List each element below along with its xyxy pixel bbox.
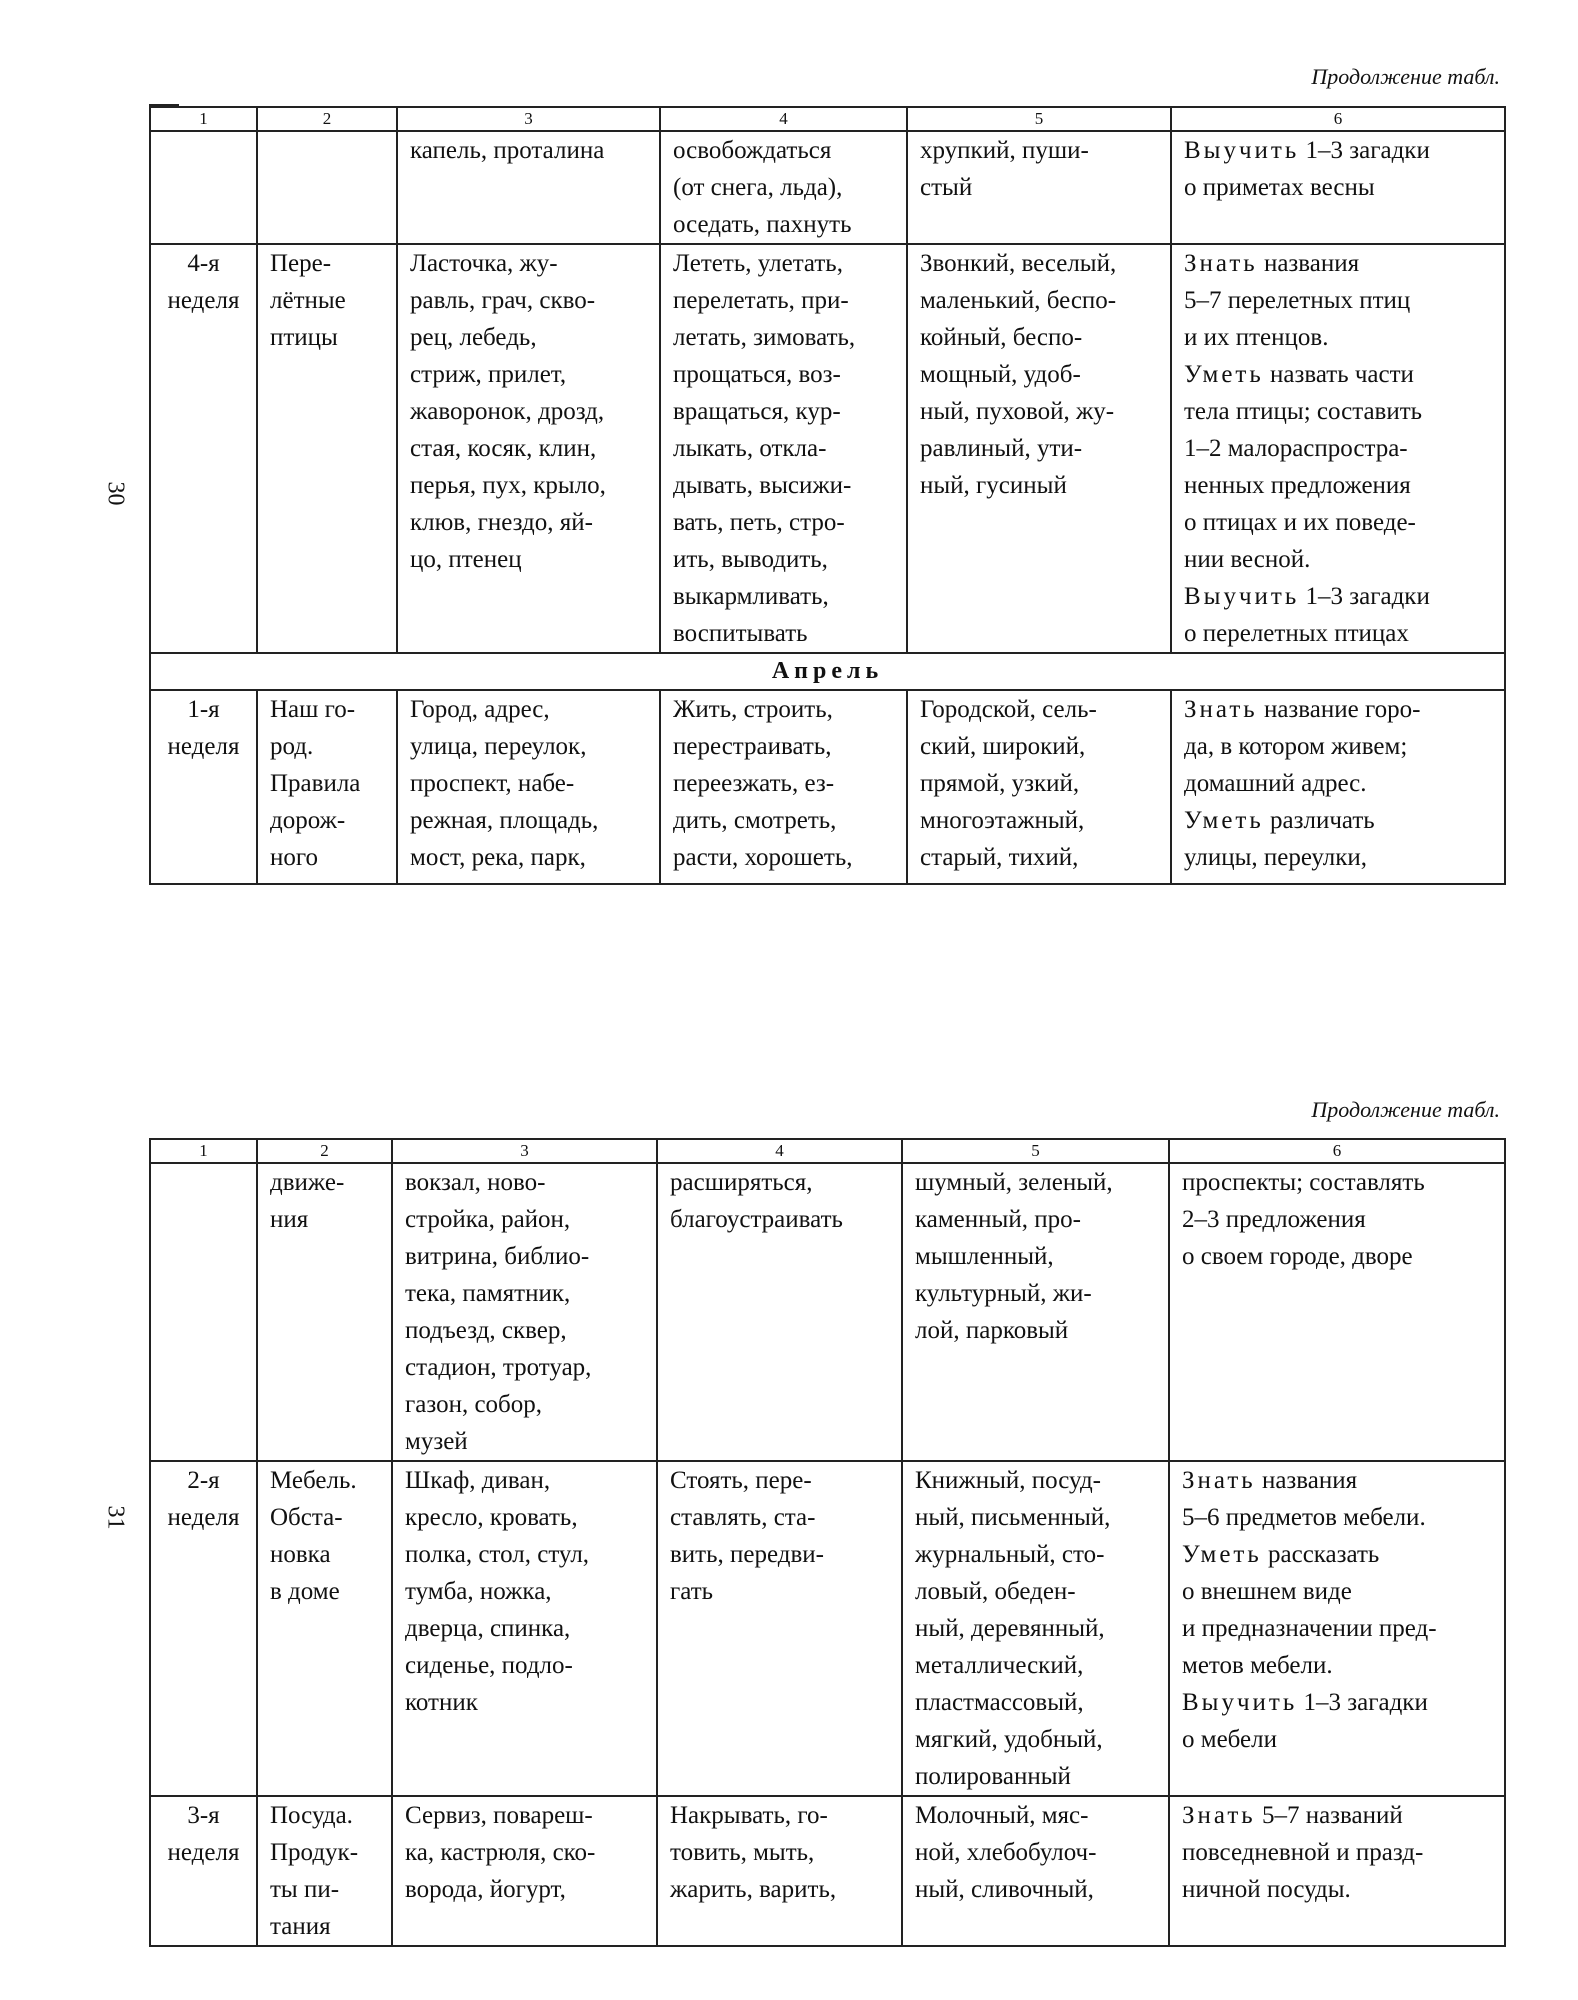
topic-cell: движе- ния xyxy=(257,1163,392,1461)
adjectives-cell: Городской, сель- ский, широкий, прямой, узкий, многоэтажный, старый, тихий, xyxy=(907,690,1171,884)
table-row xyxy=(150,131,1505,244)
table-row xyxy=(150,1796,1505,1946)
verbs-cell: Накрывать, го- товить, мыть, жарить, варить, xyxy=(657,1796,902,1946)
goal-keyword: Выучить xyxy=(1182,1689,1298,1716)
nouns-cell: Город, адрес, улица, переулок, проспект, набе- режная, площадь, мост, река, парк, xyxy=(397,690,660,884)
goal-text: рассказать о внешнем виде и предназначении пред- метов мебели. xyxy=(1182,1541,1437,1679)
nouns-cell: Ласточка, жу- равль, грач, скво- рец, лебедь, стриж, прилет, жаворонок, дрозд, стая, косяк, клин, перья, пух, крыло, клюв, гнездо, яй- цо, птенец xyxy=(397,244,660,653)
col-header: 6 xyxy=(1169,1139,1505,1163)
nouns-cell: Шкаф, диван, кресло, кровать, полка, стол, стул, тумба, ножка, дверца, спинка, сиденье, подло- котник xyxy=(392,1461,657,1796)
table-continuation-caption: Продолжение табл. xyxy=(1311,1097,1500,1122)
table-row xyxy=(150,690,1505,884)
goal-text: название горо- да, в котором живем; домашний адрес. xyxy=(1184,696,1421,797)
goal-keyword: Знать xyxy=(1182,1467,1256,1494)
table-row xyxy=(150,1461,1505,1796)
week-cell: 1-я неделя xyxy=(150,690,257,884)
adjectives-cell: Звонкий, веселый, маленький, беспо- койный, беспо- мощный, удоб- ный, пуховой, жу- равлиный, ути- ный, гусиный xyxy=(907,244,1171,653)
col-header: 5 xyxy=(902,1139,1169,1163)
goal-keyword: Уметь xyxy=(1184,807,1264,834)
goal-keyword: Выучить xyxy=(1184,137,1300,164)
column-number-row xyxy=(150,107,1505,131)
col-header: 4 xyxy=(657,1139,902,1163)
week-cell xyxy=(150,131,257,244)
table-row xyxy=(150,244,1505,653)
adjectives-cell: хрупкий, пуши- стый xyxy=(907,131,1171,244)
page-number: 30 xyxy=(102,481,129,506)
adjectives-cell: шумный, зеленый, каменный, про- мышленный, культурный, жи- лой, парковый xyxy=(902,1163,1169,1461)
table-continuation-caption: Продолжение табл. xyxy=(1311,64,1500,89)
nouns-cell: капель, проталина xyxy=(397,131,660,244)
goal-text: различать улицы, переулки, xyxy=(1184,807,1375,871)
adjectives-cell: Молочный, мяс- ной, хлебобулоч- ный, сливочный, xyxy=(902,1796,1169,1946)
verbs-cell: Жить, строить, перестраивать, переезжать, ез- дить, смотреть, расти, хорошеть, xyxy=(660,690,907,884)
week-cell: 3-я неделя xyxy=(150,1796,257,1946)
table-row xyxy=(150,1163,1505,1461)
topic-cell: Мебель. Обста- новка в доме xyxy=(257,1461,392,1796)
col-header: 2 xyxy=(257,1139,392,1163)
goal-keyword: Уметь xyxy=(1184,361,1264,388)
lesson-plan-table-bottom xyxy=(149,1138,1506,1947)
col-header: 5 xyxy=(907,107,1171,131)
goals-cell: проспекты; составлять 2–3 предложения о своем городе, дворе xyxy=(1169,1163,1505,1461)
goal-keyword: Уметь xyxy=(1182,1541,1262,1568)
nouns-cell: Сервиз, повареш- ка, кастрюля, ско- ворода, йогурт, xyxy=(392,1796,657,1946)
goals-cell xyxy=(1171,244,1505,653)
goal-keyword: Знать xyxy=(1184,250,1258,277)
goal-text: 1–3 загадки о мебели xyxy=(1182,1689,1428,1753)
goal-text: 1–3 загадки о приметах весны xyxy=(1184,137,1430,201)
goal-text: 5–7 названий повседневной и празд- ничной посуды. xyxy=(1182,1802,1424,1903)
goals-cell xyxy=(1171,131,1505,244)
goal-keyword: Знать xyxy=(1184,696,1258,723)
adjectives-cell: Книжный, посуд- ный, письменный, журнальный, сто- ловый, обеден- ный, деревянный, металлический, пластмассовый, мягкий, удобный, полированный xyxy=(902,1461,1169,1796)
page-number: 31 xyxy=(102,1505,129,1530)
topic-cell: Пере- лётные птицы xyxy=(257,244,397,653)
month-row xyxy=(150,653,1505,690)
col-header: 1 xyxy=(150,1139,257,1163)
goal-text: названия 5–6 предметов мебели. xyxy=(1182,1467,1426,1531)
verbs-cell: освобождаться (от снега, льда), оседать, пахнуть xyxy=(660,131,907,244)
col-header: 4 xyxy=(660,107,907,131)
goals-cell xyxy=(1171,690,1505,884)
goals-cell xyxy=(1169,1461,1505,1796)
goal-text: 1–3 загадки о перелетных птицах xyxy=(1184,583,1430,647)
goals-cell xyxy=(1169,1796,1505,1946)
verbs-cell: Стоять, пере- ставлять, ста- вить, передви- гать xyxy=(657,1461,902,1796)
col-header: 6 xyxy=(1171,107,1505,131)
month-heading: Апрель xyxy=(150,653,1505,690)
goal-keyword: Знать xyxy=(1182,1802,1256,1829)
verbs-cell: расширяться, благоустраивать xyxy=(657,1163,902,1461)
goal-keyword: Выучить xyxy=(1184,583,1300,610)
topic-cell xyxy=(257,131,397,244)
nouns-cell: вокзал, ново- стройка, район, витрина, библио- тека, памятник, подъезд, сквер, стадион, тротуар, газон, собор, музей xyxy=(392,1163,657,1461)
goal-text: назвать части тела птицы; составить 1–2 малораспростра- ненных предложения о птицах и их поведе- нии весной. xyxy=(1184,361,1423,573)
topic-cell: Наш го- род. Правила дорож- ного xyxy=(257,690,397,884)
col-header: 3 xyxy=(397,107,660,131)
week-cell: 4-я неделя xyxy=(150,244,257,653)
week-cell xyxy=(150,1163,257,1461)
lesson-plan-table-top xyxy=(149,106,1506,885)
goal-text: названия 5–7 перелетных птиц и их птенцов. xyxy=(1184,250,1411,351)
col-header: 3 xyxy=(392,1139,657,1163)
week-cell: 2-я неделя xyxy=(150,1461,257,1796)
verbs-cell: Лететь, улетать, перелетать, при- летать, зимовать, прощаться, воз- вращаться, кур- лыкать, откла- дывать, высижи- вать, петь, стро- ить, выводить, выкармливать, воспитывать xyxy=(660,244,907,653)
topic-cell: Посуда. Продук- ты пи- тания xyxy=(257,1796,392,1946)
col-header: 1 xyxy=(150,107,257,131)
col-header: 2 xyxy=(257,107,397,131)
column-number-row xyxy=(150,1139,1505,1163)
